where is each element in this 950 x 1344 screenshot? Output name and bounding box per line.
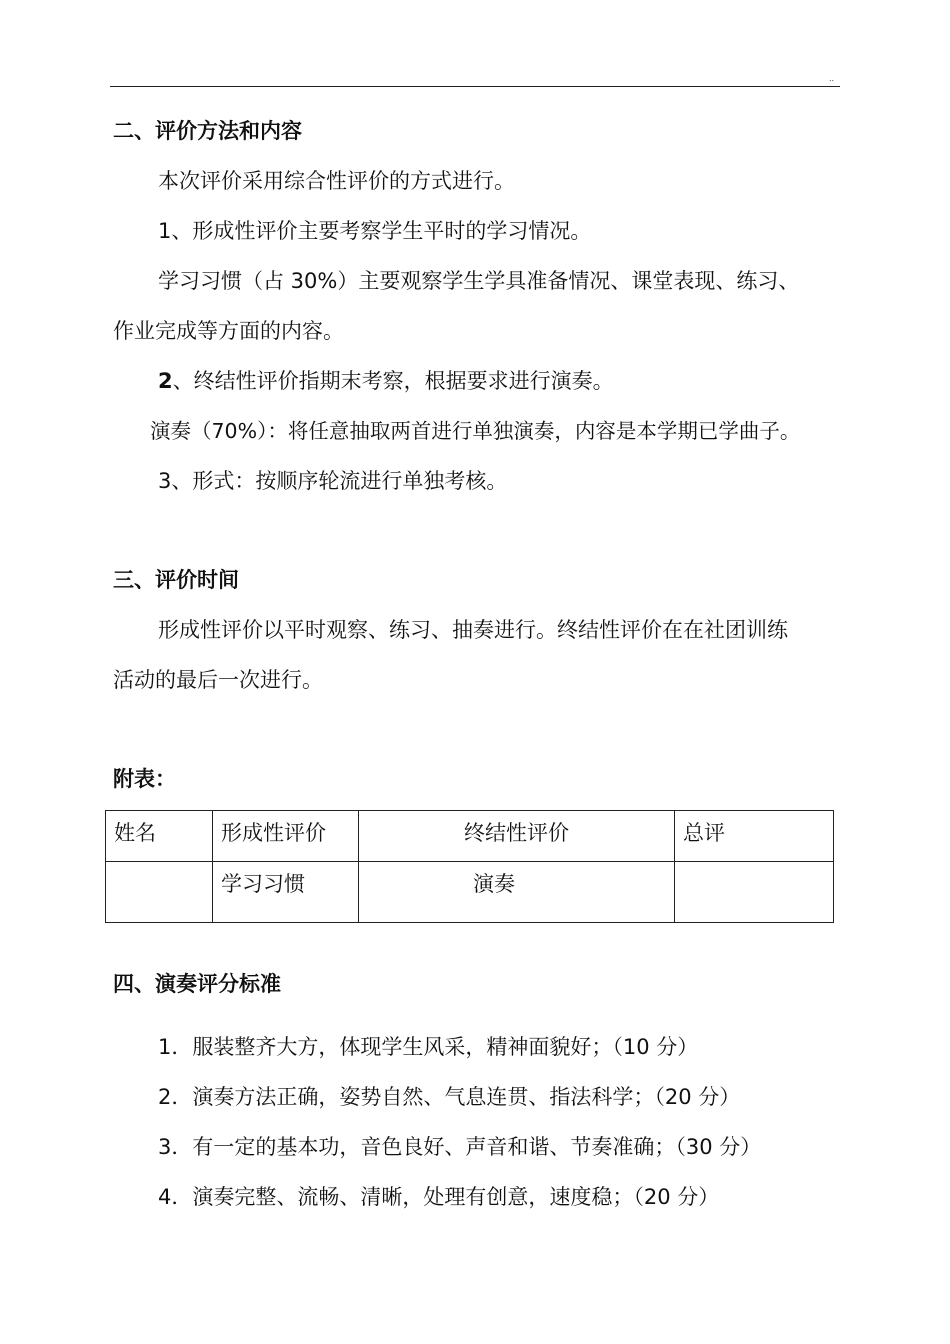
cell-habit: 学习习惯: [213, 862, 359, 923]
table-row: [106, 862, 834, 923]
section2-item2: [158, 367, 614, 395]
section4-heading: 四、演奏评分标准: [113, 972, 281, 996]
header-overall: 总评: [675, 811, 834, 862]
criteria-item-4: 4．演奏完整、流畅、清晰，处理有创意，速度稳；（20 分）: [158, 1185, 720, 1209]
header-mark: ..: [829, 74, 835, 83]
section2-heading: 二、评价方法和内容: [113, 119, 302, 143]
criteria-item-2: 2．演奏方法正确，姿势自然、气息连贯、指法科学；（20 分）: [158, 1085, 741, 1109]
item2-text: 、终结性评价指期末考察，根据要求进行演奏。: [172, 369, 614, 393]
header-rule: [110, 86, 840, 87]
habit-line2: 作业完成等方面的内容。: [113, 319, 344, 343]
appendix-title: 附表：: [113, 767, 176, 791]
section2-item1: 1、形成性评价主要考察学生平时的学习情况。: [158, 219, 592, 243]
table-header-row: [106, 811, 834, 862]
cell-performance: 演奏: [359, 862, 675, 923]
header-formative: 形成性评价: [213, 811, 359, 862]
cell-name: [106, 862, 213, 923]
cell-overall: [675, 862, 834, 923]
item2-number: 2: [158, 369, 173, 393]
appendix-table: [105, 810, 834, 923]
section3-line2: 活动的最后一次进行。: [113, 668, 323, 692]
section3-line1: 形成性评价以平时观察、练习、抽奏进行。终结性评价在在社团训练: [158, 618, 788, 642]
criteria-item-1: 1．服装整齐大方，体现学生风采，精神面貌好；（10 分）: [158, 1035, 699, 1059]
section2-intro: 本次评价采用综合性评价的方式进行。: [158, 169, 515, 193]
habit-line1: 学习习惯（占 30%）主要观察学生学具准备情况、课堂表现、练习、: [158, 269, 800, 293]
section2-item3: 3、形式：按顺序轮流进行单独考核。: [158, 469, 508, 493]
section3-heading: 三、评价时间: [113, 568, 239, 592]
header-summative: 终结性评价: [359, 811, 675, 862]
criteria-item-3: 3．有一定的基本功，音色良好、声音和谐、节奏准确；（30 分）: [158, 1135, 762, 1159]
header-name: 姓名: [106, 811, 213, 862]
performance-line: 演奏（70%）：将任意抽取两首进行单独演奏，内容是本学期已学曲子。: [150, 419, 801, 443]
